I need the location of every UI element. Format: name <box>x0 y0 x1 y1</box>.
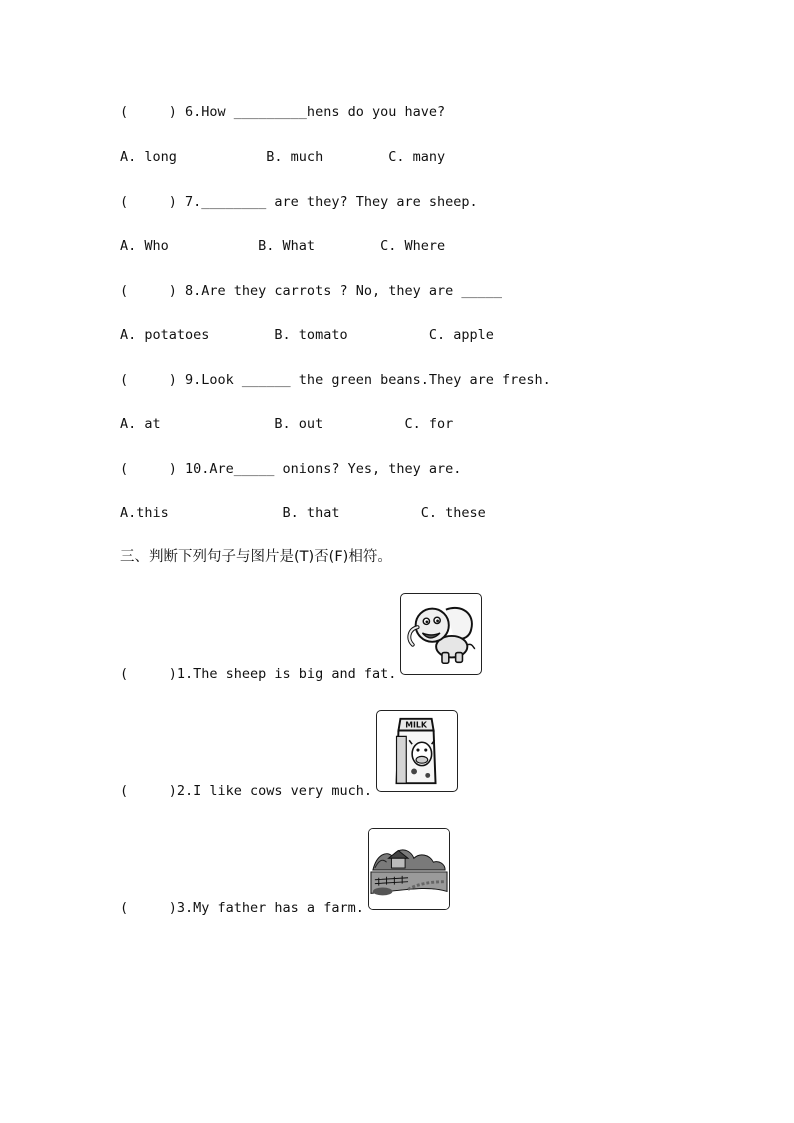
question-8-options: A. potatoes B. tomato C. apple <box>120 327 494 343</box>
judgment-1: ( )1.The sheep is big and fat. <box>120 666 397 682</box>
farm-icon <box>369 829 449 909</box>
question-10-options: A.this B. that C. these <box>120 505 486 521</box>
section-heading: 三、判断下列句子与图片是(T)否(F)相符。 <box>120 549 392 565</box>
judgment-3: ( )3.My father has a farm. <box>120 900 364 916</box>
question-8: ( ) 8.Are they carrots ? No, they are _____ <box>120 283 503 299</box>
milk-label: MILK <box>405 720 427 730</box>
question-7-options: A. Who B. What C. Where <box>120 238 446 254</box>
question-6: ( ) 6.How _________hens do you have? <box>120 104 446 120</box>
question-9: ( ) 9.Look ______ the green beans.They are fresh. <box>120 372 551 388</box>
question-9-options: A. at B. out C. for <box>120 416 454 432</box>
elephant-icon <box>401 594 481 674</box>
milk-carton-picture <box>376 710 458 792</box>
question-6-options: A. long B. much C. many <box>120 149 446 165</box>
milk-carton-icon <box>377 711 457 791</box>
farm-landscape-picture <box>368 828 450 910</box>
elephant-picture <box>400 593 482 675</box>
question-10: ( ) 10.Are_____ onions? Yes, they are. <box>120 461 462 477</box>
judgment-2: ( )2.I like cows very much. <box>120 783 372 799</box>
question-7: ( ) 7.________ are they? They are sheep. <box>120 194 478 210</box>
